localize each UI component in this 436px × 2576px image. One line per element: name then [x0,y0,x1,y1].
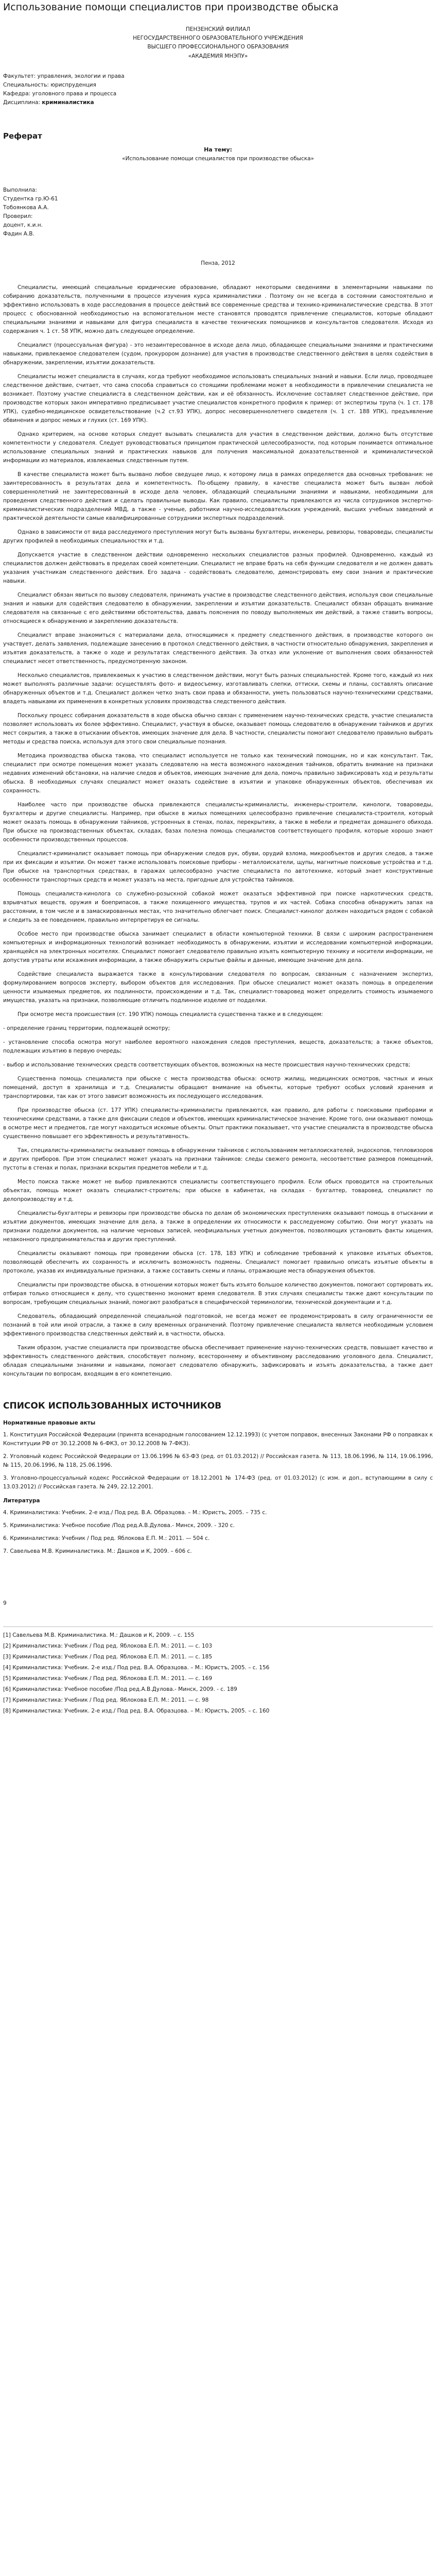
body-paragraph: Специалист-криминалист оказывает помощь при обнаружении следов рук, обуви, орудий взлома, микрообъектов и других следов, а также при их фиксации и изъятии. Он может также использовать поисковые приборы - металлоискатели, щупы, магнитные поисковые устройства и т.д. При обыске на транспортных средствах, в гаражах целесообразно участие специалиста по автотехнике, который знает конструктивные особенности транспортных средств и может указать на места, пригодные для устройства тайников. [3,851,433,884]
body-text [3,283,433,1379]
signers-block [3,186,433,239]
body-paragraph: В качестве специалиста может быть вызвано любое сведущее лицо, к которому лица в рамках определяется два основных требования: не заинтересованность в результатах дела и компетентность. По-общему правилу, в качестве специалиста может быть вызван любой совершеннолетний не заинтересованный в исходе дела человек, обладающий специальными знаниями и навыками, необходимыми для проведения следственного действия и сделать правильные выводы. Как правило, специалисты привлекаются из числа сотрудников экспертно-криминалистических подразделений МВД, а также - ученые, работники научно-исследовательских учреждений, высших учебных заведений и практической деятельности самые квалифицированные сотрудники экспертных подразделений. [3,471,433,522]
literature-heading: Литература [3,1497,40,1504]
body-list-item: - определение границ территории, подлежащей осмотру; [3,1025,170,1032]
page-number: 9 [3,1600,7,1606]
footnote: [6] Криминалистика: Учебное пособие /Под ред.А.В.Дулова.- Минск, 2009. - с. 189 [3,1686,237,1692]
body-paragraph: Место поиска также может не выбор привлекаются специалисты соответствующего профиля. Если обыск проводится на строительных объектах, помощь может оказать специалист-строитель; при обыске в кабинетах, на складах - бухгалтер, товаровед, специалист по делопроизводству и т.д. [3,1179,433,1203]
body-paragraph: Специалист обязан явиться по вызову следователя, принимать участие в производстве следственного действия, используя свои специальные знания и навыки для содействия следователю в обнаружении, закреплении и изъятии доказательств. Специалист обязан обращать внимание следователя на связанные с его действиями обстоятельства, давать пояснения по поводу выполняемых им действий, а также ставить вопросы, относящиеся к обнаружению и закреплению доказательств. [3,592,433,625]
body-paragraph: Специалисты-бухгалтеры и ревизоры при производстве обыска по делам об экономических преступлениях оказывают помощь в отыскании и изъятии документов, имеющих значение для дела, а также в определении их относимости к расследуемому событию. Они могут указать на признаки подделки документов, на наличие черновых записей, неофициальных учетных документов, позволяющих установить факты хищения, незаконного предпринимательства и других преступлений. [3,1210,433,1243]
body-paragraph: При осмотре места происшествия (ст. 190 УПК) помощь специалиста существенна также и в следующем: [18,1011,323,1018]
body-paragraph: Существенна помощь специалиста при обыске с места производства обыска: осмотр жилищ, медицинских осмотров, частных и иных помещений, доступ в хранилища и т.д. Специалисты обращают внимание на объекты, которые требуют особых условий хранения и транспортировки, так как от этого зависит возможность их последующего исследования. [3,1076,433,1100]
body-paragraph: Поскольку процесс собирания доказательств в ходе обыска обычно связан с применением научно-технических средств, участие специалиста позволяет использовать их более эффективно. Специалист, участвуя в обыске, оказывает помощь следователю в обнаружении тайников и других мест сокрытия, а также в отыскании объектов, имеющих значение для дела. В частности, специалисты помогают следователю правильно выбрать методы и средства поиска, используя для этого свои специальные познания. [3,713,433,745]
academic-info [3,72,433,107]
footnote: [4] Криминалистика: Учебник. 2-е изд./ Под ред. В.А. Образцова. – М.: Юристъ, 2005. – с. 156 [3,1664,270,1671]
footnote: [8] Криминалистика: Учебник. 2-е изд./ Под ред. В.А. Образцова. – М.: Юристъ, 2005. – с. 160 [3,1707,270,1714]
topic-value: «Использование помощи специалистов при производстве обыска» [122,156,314,162]
body-paragraph: Специалисты, имеющий специальные юридические образование, обладают некоторыми сведениями в элементарными навыками по собиранию доказательств, полученными в процессе изучения курса криминалистики . Поэтому он не всегда в состоянии самостоятельно и эффективно использовать в ходе расследования в процессе действий все современные средства и технико-криминалистические средства. В этот процесс с обоснованной необходимостью на вспомогательном месте становятся проводятся привлечение специалистов, которые обладают специальными знаниями и навыками для фигура специалиста в качестве технических помощников и консультантов следователя. Исходя из содержания ч. 1 ст. 58 УПК, можно дать следующее определение. [3,284,433,335]
document-title: Использование помощи специалистов при производстве обыска [3,2,339,13]
bibliography-item: 5. Криминалистика: Учебное пособие /Под ред.А.В.Дулова.- Минск, 2009. - 320 с. [3,1522,235,1529]
footnote: [2] Криминалистика: Учебник / Под ред. Яблокова Е.П. М.: 2011. — с. 103 [3,1642,213,1649]
body-paragraph: Содействие специалиста выражается также в консультировании следователя по вопросам, связанным с назначением экспертиз, формулированием вопросов эксперту, выбором объектов для исследования. При обыске специалист может оказать помощь в определении ценности изымаемых предметов, их подлинности, происхождении и т.д. Так, специалист-товаровед может определить стоимость изымаемого имущества, указать на признаки, позволяющие отличить подлинное изделие от подделки. [3,971,433,1004]
specialty: Специальность: юриспруденция [3,81,96,88]
bibliography-item: 7. Савельева М.В. Криминалистика. М.: Дашков и К, 2009. – 606 с. [3,1548,192,1554]
discipline-label: Дисциплина: [3,99,41,106]
bibliography-item: 1. Конституция Российской Федерации (принята всенародным голосованием 12.12.1993) (с учетом поправок, внесенных Законами РФ о поправках к Конституции РФ от 30.12.2008 № 6-ФКЗ, от 30.12.2008 № 7-ФКЗ). [3,1431,433,1447]
body-paragraph: Помощь специалиста-кинолога со служебно-розыскной собакой может оказаться эффективной при поиске наркотических средств, взрывчатых веществ, оружия и боеприпасов, а также похищенного имущества, трупов и их частей. Собака способна обнаружить запах на расстоянии, в том числе и в замаскированных местах, что значительно облегчает поиск. Специалист-кинолог должен находиться рядом с собакой и следить за ее поведением, правильно интерпретируя ее сигналы. [3,891,433,924]
footnote: [1] Савельева М.В. Криминалистика. М.: Дашков и К, 2009. – с. 155 [3,1632,195,1638]
body-paragraph: Особое место при производстве обыска занимает специалист в области компьютерной техники. В связи с широким распространением компьютерных и информационных технологий возникает необходимость в обнаружении, изъятии и исследовании компьютерной информации, хранящейся на электронных носителях. Специалист помогает следователю правильно изъять компьютерную технику и носители информации, не допустив утраты или искажения информации, а также обнаружить скрытые файлы и данные, имеющие значение для дела. [3,931,433,964]
body-paragraph: Таким образом, участие специалиста при производстве обыска обеспечивает применение научно-технических средств, повышает качество и эффективность следственного действия, способствует полному, всестороннему и объективному расследованию уголовного дела. Специалист, обладая специальными знаниями и навыками, помогает следователю обнаружить, зафиксировать и изъять доказательства, а также дает консультации по вопросам, входящим в его компетенцию. [3,1345,433,1378]
title-page [3,25,433,268]
body-paragraph: Методика производства обыска такова, что специалист используется не только как технический помощник, но и как консультант. Так, специалист при осмотре помещения может указать следователю на места возможного нахождения тайников, обратить внимание на признаки недавних изменений обстановки, на наличие следов и объектов, имеющих значение для дела, помочь правильно зафиксировать ход и результаты обыска. В необходимых случаях специалист может оказать содействие в изъятии и упаковке обнаруженных объектов, обеспечивая их сохранность. [3,753,433,794]
organization-header [3,25,433,61]
body-paragraph: Специалисты при производстве обыска, в отношении которых может быть изъято большое количество документов, помогают сортировать их, отбирая только относящиеся к делу, что существенно экономит время следователя. В этих случаях специалисты также дают консультации по вопросам, требующим специальных знаний, помогают разобраться в специфической терминологии, технической документации и т.д. [3,1282,433,1306]
body-list-item: - выбор и использование технических средств соответствующих объектов, возможных на месте происшествия научно-технических средств; [3,1062,410,1069]
org-line: ПЕНЗЕНСКИЙ ФИЛИАЛ [185,26,251,32]
footnote: [5] Криминалистика: Учебник / Под ред. Яблокова Е.П. М.: 2011. — с. 169 [3,1675,213,1682]
discipline-value: криминалистика [42,99,94,106]
bibliography-heading: СПИСОК ИСПОЛЬЗОВАННЫХ ИСТОЧНИКОВ [3,1401,222,1412]
normative-heading: Нормативные правовые акты [3,1419,96,1426]
body-paragraph: Однако в зависимости от вида расследуемого преступления могут быть вызваны бухгалтеры, инженеры, ревизоры, товароведы, специалисты других профилей в необходимых специальностях и т.д. [3,529,433,545]
signer-line: доцент, к.и.н. [3,222,43,229]
bibliography-item: 4. Криминалистика: Учебник. 2-е изд./ Под ред. В.А. Образцова. – М.: Юристъ, 2005. – 735 с. [3,1509,267,1516]
body-paragraph: Допускается участие в следственном действии одновременно нескольких специалистов разных профилей. Одновременно, каждый из специалистов должен действовать в пределах своей компетенции. Специалист не вправе брать на себя функции следователя и не должен давать указания участникам следственного действия. Его задача - содействовать следователю, демонстрировать ему свои знания и практические навыки. [3,552,433,585]
body-paragraph: Однако критерием, на основе которых следует вызывать специалиста для участия в следственном действии, должно быть отсутствие компетентности у следователя. Следует руководствоваться принципом практической целесообразности, под которым понимается оптимальное использование специальных знаний и практических навыков для получения максимальной доказательственной и криминалистической информации из материалов, извлекаемых следственным путем. [3,431,433,464]
body-paragraph: Специалисты оказывают помощь при проведении обыска (ст. 178, 183 УПК) и соблюдение требований к упаковке изъятых объектов, позволяющей обеспечить их сохранность и исключить возможность подмены. Специалист помогает правильно описать изъятые объекты в протоколе, указав их индивидуальные признаки, а также составить схемы и планы, отражающие места обнаружения объектов. [3,1250,433,1275]
body-paragraph: Несколько специалистов, привлекаемых к участию в следственном действии, могут быть разных специальностей. Кроме того, каждый из них может выполнять различные задачи: осуществлять фото- и видеосъемку, изготавливать слепки, оттиски, схемы и планы, составлять описание обнаруженных объектов и т.д. Специалист должен четко знать свои права и обязанности, уметь пользоваться научно-техническими средствами, владеть навыками их применения в конкретных условиях производства следственного действия. [3,672,433,705]
footnote-separator [3,1626,433,1627]
department: Кафедра: уголовного права и процесса [3,90,117,97]
signer-line: Выполнила: [3,187,37,194]
signer-line: Тобоянкова А.А. [3,205,49,211]
footnotes [3,1626,433,1716]
footnote: [3] Криминалистика: Учебник / Под ред. Яблокова Е.П. М.: 2011. — с. 185 [3,1653,213,1660]
body-paragraph: Наиболее часто при производстве обыска привлекаются специалисты-криминалисты, инженеры-строители, кинологи, товароведы, бухгалтеры и другие специалисты. Например, при обыске в жилых помещениях целесообразно привлечение специалиста-строителя, который может оказать помощь в обнаружении тайников, устроенных в стенах, полах, перекрытиях, а также в мебели и предметах домашнего обихода. При обыске на производственных объектах, складах, базах полезна помощь специалистов соответствующего профиля, которые хорошо знают особенности производственных процессов. [3,802,433,843]
body-paragraph: Специалисты может специалиста в случаях, когда требуют необходимое использовать специальных знаний и навыки. Если лицо, проводящее следственное действие, считает, что сама способа справиться со стоящими проблемами может в необходимости в привлечении специалиста не возникает. Поэтому участие специалиста в следственном действии, как и её обязанность. Исключение составляет следственное действие, при производстве которых закон императивно предписывает участие специалистов конкретного профиля к пример: от экспертизы трупа (ч. 1 ст. 178 УПК), судебно-медицинское освидетельствование (ч.2 ст.93 УПК), допрос несовершеннолетнего свидетеля (ч. 1 ст. 188 УПК), предъявление обвинения и допрос немых и глухих (ст. 169 УПК). [3,374,433,424]
city-year: Пенза, 2012 [201,260,235,267]
bibliography-item: 6. Криминалистика: Учебник / Под ред. Яблокова Е.П. М.: 2011. — 504 с. [3,1535,210,1541]
signer-line: Фадин А.В. [3,231,34,238]
body-list-item: - установление способа осмотра могут наиболее вероятного нахождения следов преступления, веществ, доказательств; а также объектов, подлежащих изъятию в первую очередь; [3,1039,433,1055]
bibliography-item: 3. Уголовно-процессуальный кодекс Российской Федерации от 18.12.2001 № 174-ФЗ (ред. от 01.03.2012) (с изм. и доп., вступающими в силу с 13.03.2012) // Российская газета. № 249, 22.12.2001. [3,1475,433,1490]
discipline [3,98,433,107]
body-paragraph: Специалист вправе знакомиться с материалами дела, относящимися к предмету следственного действия, в производстве которого он участвует, делать заявления, подлежащие занесению в протокол следственного действия, в частности относительно обнаружения, закрепления и изъятия доказательств, а также о ходе и результатах следственного действия. За отказ или уклонение от выполнения своих обязанностей специалист несет ответственность, предусмотренную законом. [3,632,433,665]
faculty: Факультет: управления, экологии и права [3,73,125,79]
bibliography [3,1399,433,1556]
topic-label: На тему: [204,146,232,154]
org-line: НЕГОСУДАРСТВЕННОГО ОБРАЗОВАТЕЛЬНОГО УЧРЕЖДЕНИЯ [133,35,303,41]
signer-line: Студентка гр.Ю-61 [3,196,58,202]
body-paragraph: При производстве обыска (ст. 177 УПК) специалисты-криминалисты привлекаются, как правило, для работы с поисковыми приборами и техническими средствами, а также для фиксации следов и объектов, имеющих криминалистическое значение. Кроме того, они оказывают помощь в осмотре мест и предметов, где могут находиться искомые объекты. Опыт практики показывает, что участие специалиста в производстве обыска существенно повышает его эффективность и результативность. [3,1107,433,1140]
body-paragraph: Специалист (процессуальная фигура) - это незаинтересованное в исходе дела лицо, обладающее специальными знаниями и практическими навыками, привлекаемое следователем (судом, прокурором дознание) для участия в производстве следственного действия в целях содействия в обнаружении, закреплении, изъятии доказательств. [3,342,433,366]
document-page [0,1,436,2576]
org-line: ВЫСШЕГО ПРОФЕССИОНАЛЬНОГО ОБРАЗОВАНИЯ [147,44,289,50]
bibliography-item: 2. Уголовный кодекс Российской Федерации от 13.06.1996 № 63-ФЗ (ред. от 01.03.2012) // Российская газета. № 113, 18.06.1996, № 114, 19.06.1996, № 115, 20.06.1996, № 118, 25.06.1996. [3,1453,433,1468]
signer-line: Проверил: [3,213,33,220]
org-line: «АКАДЕМИЯ МНЭПУ» [188,53,248,59]
body-paragraph: Так, специалисты-криминалисты оказывают помощь в обнаружении тайников с использованием металлоискателей, эндоскопов, тепловизоров и других приборов. При этом специалист может указать на признаки тайников: следы свежего ремонта, несоответствие размеров помещений, пустоты в стенах и полах, признаки вскрытия предметов мебели и т.д. [3,1147,433,1172]
body-paragraph: Следователь, обладающий определенной специальной подготовкой, не всегда может ее продемонстрировать в силу ограниченности ее познаний в той или иной отрасли, а также в силу временных ограничений. Поэтому привлечение специалиста является необходимым условием эффективного производства следственных действий и, в частности, обыска. [3,1313,433,1337]
work-type: Реферат [3,131,42,141]
footnote: [7] Криминалистика: Учебник / Под ред. Яблокова Е.П. М.: 2011. — с. 98 [3,1697,209,1703]
